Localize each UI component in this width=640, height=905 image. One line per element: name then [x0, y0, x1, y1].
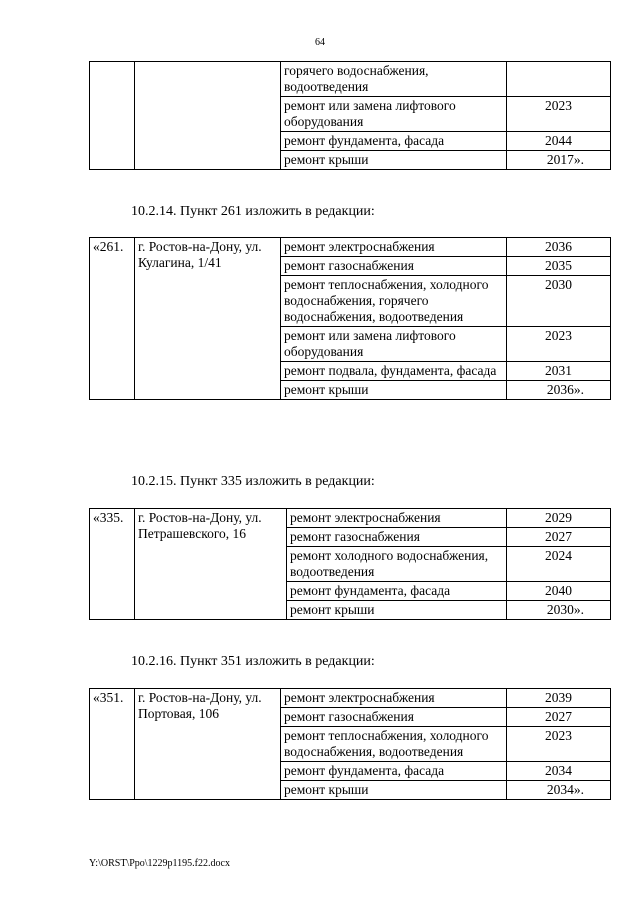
year-cell: 2044 [507, 132, 611, 151]
work-cell: ремонт электроснабжения [281, 238, 507, 257]
work-cell: ремонт теплоснабжения, холодного водоснабжения, горячего водоснабжения, водоотведения [281, 276, 507, 327]
address-cell: г. Ростов-на-Дону, ул. Портовая, 106 [135, 689, 281, 800]
work-cell: ремонт электроснабжения [287, 509, 507, 528]
address-cell: г. Ростов-на-Дону, ул. Кулагина, 1/41 [135, 238, 281, 400]
work-cell: ремонт фундамента, фасада [281, 762, 507, 781]
year-cell: 2034». [507, 781, 611, 800]
work-cell: ремонт теплоснабжения, холодного водоснабжения, водоотведения [281, 727, 507, 762]
num-cell: «351. [90, 689, 135, 800]
year-cell: 2030 [507, 276, 611, 327]
work-cell: ремонт крыши [281, 151, 507, 170]
footer-file-path: Y:\ORST\Ppo\1229p1195.f22.docx [89, 858, 230, 869]
page-number: 64 [315, 37, 325, 48]
table-row [90, 689, 611, 708]
work-cell: ремонт крыши [281, 381, 507, 400]
table-row [90, 62, 611, 97]
work-cell: ремонт или замена лифтового оборудования [281, 97, 507, 132]
paragraph-2: 10.2.15. Пункт 335 изложить в редакции: [131, 474, 375, 489]
year-cell: 2017». [507, 151, 611, 170]
work-cell: ремонт крыши [281, 781, 507, 800]
work-cell: ремонт газоснабжения [281, 257, 507, 276]
work-cell: горячего водоснабжения, водоотведения [281, 62, 507, 97]
year-cell [507, 62, 611, 97]
table-continuation [89, 61, 611, 170]
year-cell: 2023 [507, 727, 611, 762]
num-cell [90, 62, 135, 170]
work-cell: ремонт фундамента, фасада [281, 132, 507, 151]
year-cell: 2034 [507, 762, 611, 781]
year-cell: 2023 [507, 97, 611, 132]
year-cell: 2035 [507, 257, 611, 276]
year-cell: 2039 [507, 689, 611, 708]
work-cell: ремонт фундамента, фасада [287, 582, 507, 601]
work-cell: ремонт газоснабжения [287, 528, 507, 547]
year-cell: 2031 [507, 362, 611, 381]
work-cell: ремонт подвала, фундамента, фасада [281, 362, 507, 381]
work-cell: ремонт крыши [287, 601, 507, 620]
num-cell: «335. [90, 509, 135, 620]
table-row [90, 238, 611, 257]
address-cell: г. Ростов-на-Дону, ул. Петрашевского, 16 [135, 509, 287, 620]
year-cell: 2024 [507, 547, 611, 582]
year-cell: 2029 [507, 509, 611, 528]
num-cell: «261. [90, 238, 135, 400]
year-cell: 2027 [507, 528, 611, 547]
year-cell: 2030». [507, 601, 611, 620]
year-cell: 2027 [507, 708, 611, 727]
table-row [90, 509, 611, 528]
paragraph-3: 10.2.16. Пункт 351 изложить в редакции: [131, 654, 375, 669]
work-cell: ремонт газоснабжения [281, 708, 507, 727]
year-cell: 2023 [507, 327, 611, 362]
work-cell: ремонт электроснабжения [281, 689, 507, 708]
table-335 [89, 508, 611, 620]
year-cell: 2036 [507, 238, 611, 257]
paragraph-1: 10.2.14. Пункт 261 изложить в редакции: [131, 204, 375, 219]
year-cell: 2036». [507, 381, 611, 400]
address-cell [135, 62, 281, 170]
work-cell: ремонт холодного водоснабжения, водоотведения [287, 547, 507, 582]
table-261 [89, 237, 611, 400]
year-cell: 2040 [507, 582, 611, 601]
table-351 [89, 688, 611, 800]
work-cell: ремонт или замена лифтового оборудования [281, 327, 507, 362]
